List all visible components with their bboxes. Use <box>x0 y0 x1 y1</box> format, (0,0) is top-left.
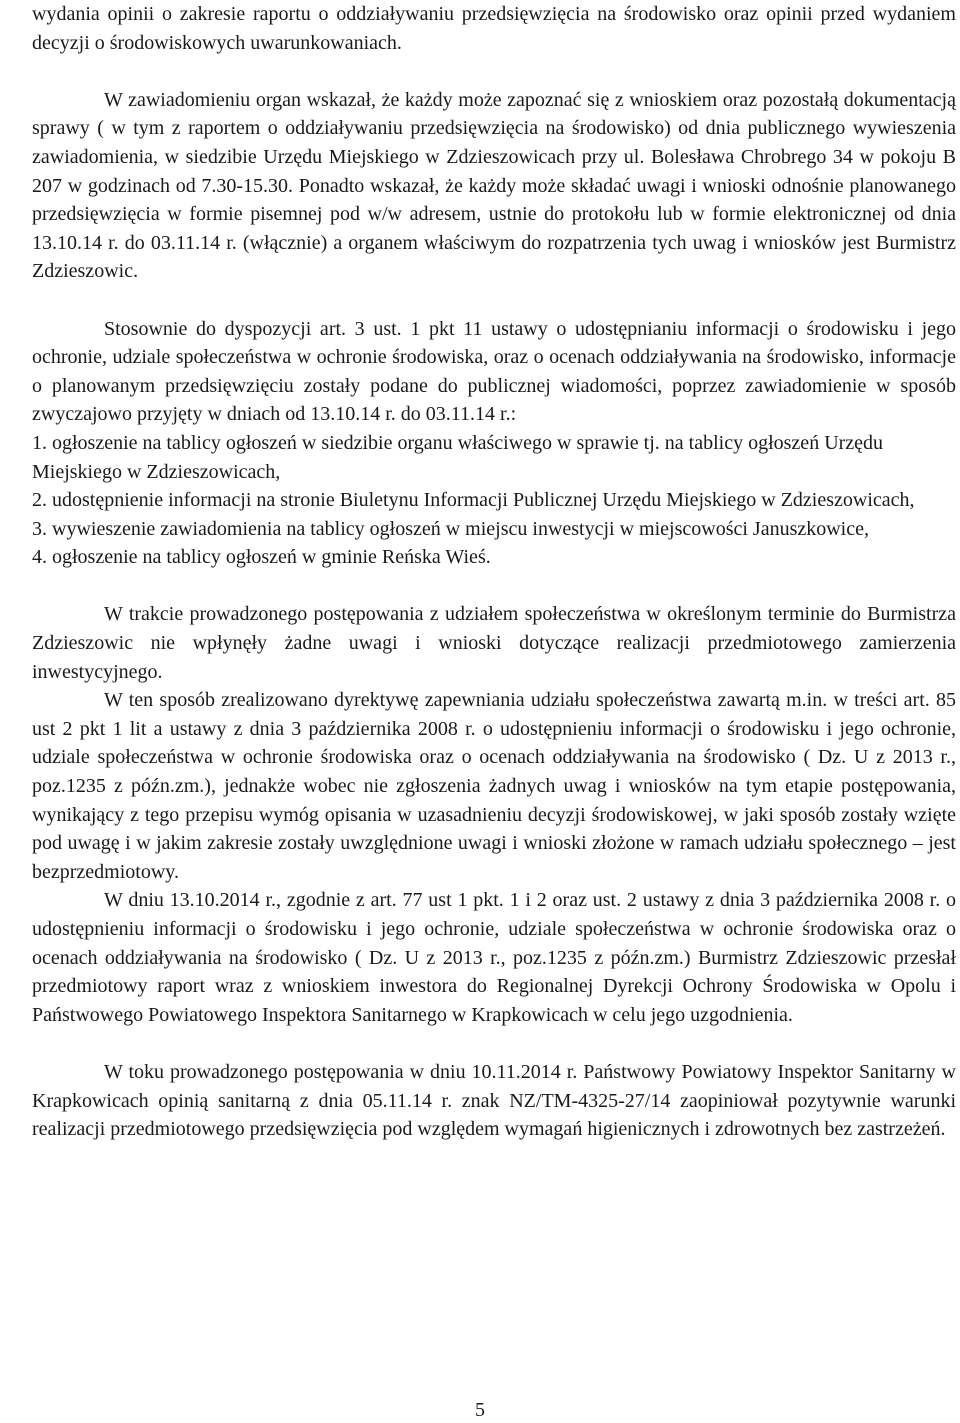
paragraph-sanitary-opinion: W toku prowadzonego postępowania w dniu 10.11.2014 r. Państwowy Powiatowy Inspektor Sanitarny w Krapkowicach opinią sanitarną z dnia 05.11.14 r. znak NZ/TM-4325-27/14 zaopiniował pozytywnie warunki realizacji przedmiotowego przedsięwzięcia pod względem wymagań higienicznych i zdrowotnych bez zastrzeżeń. <box>32 1060 956 1141</box>
page-number: 5 <box>475 1399 485 1421</box>
list-item: 1. ogłoszenie na tablicy ogłoszeń w siedzibie organu właściwego w sprawie tj. na tablicy ogłoszeń Urzędu Miejskiego w Zdzieszowicach, <box>32 431 884 483</box>
paragraph-report-transfer: W dniu 13.10.2014 r., zgodnie z art. 77 ust 1 pkt. 1 i 2 oraz ust. 2 ustawy z dnia 3 października 2008 r. o udostępnieniu informacji o środowisku i jego ochronie, udziale społeczeństwa w ochronie środowiska oraz o ocenach oddziaływania na środowisko ( Dz. U z 2013 r., poz.1235 z późn.zm.) Burmistrz Zdzieszowic przesłał przedmiotowy raport wraz z wnioskiem inwestora do Regionalnej Dyrekcji Ochrony Środowiska w Opolu i Państwowego Powiatowego Inspektora Sanitarnego w Krapkowicach w celu jego uzgodnienia. <box>32 889 956 1026</box>
intro-fragment: wydania opinii o zakresie raportu o oddziaływaniu przedsięwzięcia na środowisko oraz opinii przed wydaniem decyzji o środowiskowych uwarunkowaniach. <box>32 3 956 54</box>
paragraph-directive: W ten sposób zrealizowano dyrektywę zapewniania udziału społeczeństwa zawartą m.in. w treści art. 85 ust 2 pkt 1 lit a ustawy z dnia 3 października 2008 r. o udostępnieniu informacji o środowisku i jego ochronie, udziale społeczeństwa w ochronie środowiska oraz o ocenach oddziaływania na środowisko ( Dz. U z 2013 r., poz.1235 z późn.zm.), jednakże wobec nie zgłoszenia żadnych uwag i wniosków na tym etapie postępowania, wynikający z tego przepisu wymóg opisania w uzasadnieniu decyzji środowiskowej, w jaki sposób zostały wzięte pod uwagę i w jakim zakresie zostały uwzględnione uwagi i wnioski złożone w ramach udziału społecznego – jest bezprzedmiotowy. <box>32 689 956 883</box>
paragraph-gap <box>32 57 956 86</box>
list-item: 3. wywieszenie zawiadomienia na tablicy ogłoszeń w miejscu inwestycji w miejscowości Januszkowice, <box>32 517 869 540</box>
paragraph-gap <box>32 572 956 601</box>
list-item: 4. ogłoszenie na tablicy ogłoszeń w gminie Reńska Wieś. <box>32 546 491 569</box>
paragraph-disposition: Stosownie do dyspozycji art. 3 ust. 1 pkt 11 ustawy o udostępnianiu informacji o środowisku i jego ochronie, udziale społeczeństwa w ochronie środowiska, oraz o ocenach oddziaływania na środowisko, informacje o planowanym przedsięwzięciu zostały podane do publicznej wiadomości, poprzez zawiadomienie w sposób zwyczajowo przyjęty w dniach od 13.10.14 r. do 03.11.14 r.: <box>32 317 956 426</box>
paragraph-gap <box>32 1029 956 1058</box>
paragraph-gap <box>32 286 956 315</box>
document-body <box>32 0 956 1144</box>
list-item: 2. udostępnienie informacji na stronie Biuletynu Informacji Publicznej Urzędu Miejskiego w Zdzieszowicach, <box>32 489 915 512</box>
paragraph-public-participation: W trakcie prowadzonego postępowania z udziałem społeczeństwa w określonym terminie do Burmistrza Zdzieszowic nie wpłynęły żadne uwagi i wnioski dotyczące realizacji przedmiotowego zamierzenia inwestycyjnego. <box>32 603 956 683</box>
paragraph-notice: W zawiadomieniu organ wskazał, że każdy może zapoznać się z wnioskiem oraz pozostałą dokumentacją sprawy ( w tym z raportem o oddziaływaniu przedsięwzięcia na środowisko) od dnia publicznego wywieszenia zawiadomienia, w siedzibie Urzędu Miejskiego w Zdzieszowicach przy ul. Bolesława Chrobrego 34 w pokoju B 207 w godzinach od 7.30-15.30. Ponadto wskazał, że każdy może składać uwagi i wnioski odnośnie planowanego przedsięwzięcia w formie pisemnej pod w/w adresem, ustnie do protokołu lub w formie elektronicznej od dnia 13.10.14 r. do 03.11.14 r. (włącznie) a organem właściwym do rozpatrzenia tych uwag i wniosków jest Burmistrz Zdzieszowic. <box>32 88 956 283</box>
